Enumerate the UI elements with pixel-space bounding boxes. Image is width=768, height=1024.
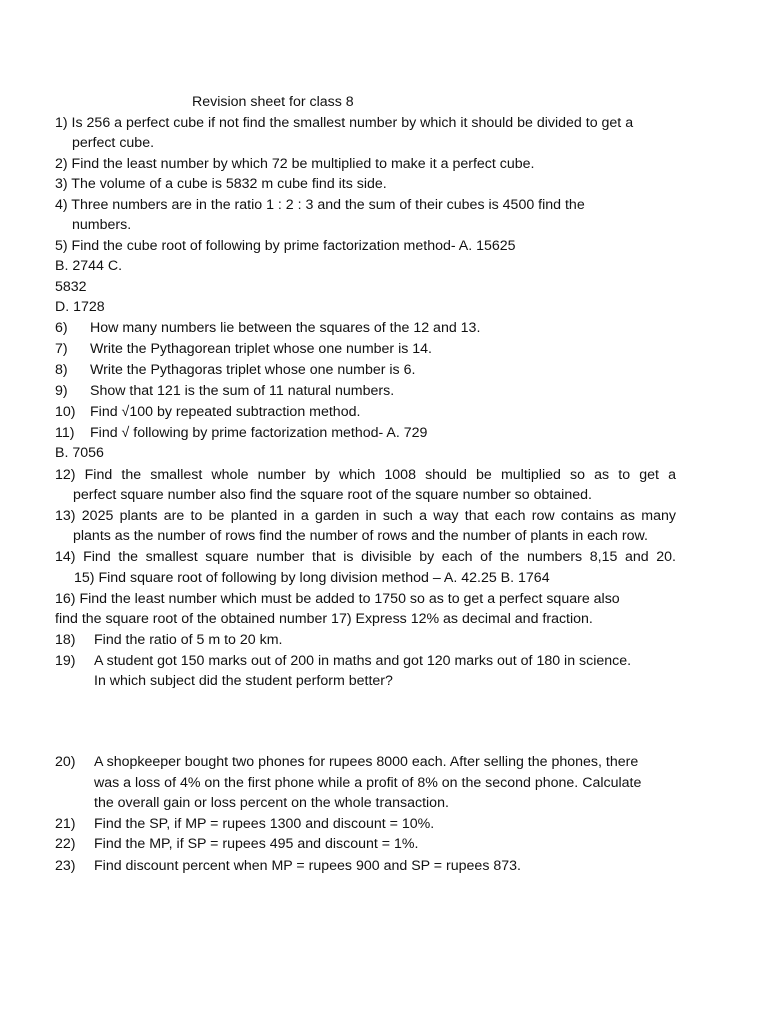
question-10-number: 10)	[55, 404, 76, 420]
question-4-line-2: numbers.	[72, 217, 132, 233]
question-6-number: 6)	[55, 320, 68, 336]
question-13-line-2: plants as the number of rows find the number of rows and the number of plants in each row.	[73, 528, 648, 544]
question-19-line-1: A student got 150 marks out of 200 in maths and got 120 marks out of 180 in science.	[94, 653, 632, 669]
question-19-line-2: In which subject did the student perform better?	[94, 673, 393, 689]
page-title: Revision sheet for class 8	[192, 94, 354, 110]
question-22: Find the MP, if SP = rupees 495 and discount = 1%.	[94, 836, 419, 852]
question-11-number: 11)	[55, 425, 75, 441]
question-20-line-2: was a loss of 4% on the first phone while a profit of 8% on the second phone. Calculate	[94, 775, 642, 791]
question-10: Find √100 by repeated subtraction method.	[90, 404, 361, 420]
question-14: 14) Find the smallest square number that is divisible by each of the numbers 8,15 and 20.	[55, 549, 676, 565]
question-9-number: 9)	[55, 383, 68, 399]
question-16-17-line-2: find the square root of the obtained number 17) Express 12% as decimal and fraction.	[55, 611, 593, 627]
question-1-line-1: 1) Is 256 a perfect cube if not find the smallest number by which it should be divided to get a	[55, 115, 634, 131]
question-2: 2) Find the least number by which 72 be multiplied to make it a perfect cube.	[55, 156, 535, 172]
question-5-line-3: 5832	[55, 279, 87, 295]
question-4-line-1: 4) Three numbers are in the ratio 1 : 2 : 3 and the sum of their cubes is 4500 find the	[55, 197, 585, 213]
question-13-line-1: 13) 2025 plants are to be planted in a garden in such a way that each row contains as many	[55, 508, 676, 524]
question-8-number: 8)	[55, 362, 68, 378]
question-20-number: 20)	[55, 754, 76, 770]
question-23: Find discount percent when MP = rupees 900 and SP = rupees 873.	[94, 858, 521, 874]
question-5-line-2: B. 2744 C.	[55, 258, 123, 274]
question-15: 15) Find square root of following by long division method – A. 42.25 B. 1764	[74, 570, 550, 586]
question-12-line-1: 12) Find the smallest whole number by which 1008 should be multiplied so as to get a	[55, 467, 676, 483]
question-20-line-3: the overall gain or loss percent on the whole transaction.	[94, 795, 449, 811]
question-5-line-4: D. 1728	[55, 299, 105, 315]
question-6: How many numbers lie between the squares of the 12 and 13.	[90, 320, 481, 336]
question-9: Show that 121 is the sum of 11 natural numbers.	[90, 383, 395, 399]
question-16-line-1: 16) Find the least number which must be added to 1750 so as to get a perfect square also	[55, 591, 620, 607]
question-11: Find √ following by prime factorization method- A. 729	[90, 425, 428, 441]
question-21: Find the SP, if MP = rupees 1300 and discount = 10%.	[94, 816, 435, 832]
question-22-number: 22)	[55, 836, 76, 852]
question-7: Write the Pythagorean triplet whose one number is 14.	[90, 341, 433, 357]
question-19-number: 19)	[55, 653, 76, 669]
question-20-line-1: A shopkeeper bought two phones for rupees 8000 each. After selling the phones, there	[94, 754, 639, 770]
question-21-number: 21)	[55, 816, 76, 832]
question-7-number: 7)	[55, 341, 68, 357]
question-18-number: 18)	[55, 632, 76, 648]
question-8: Write the Pythagoras triplet whose one number is 6.	[90, 362, 416, 378]
question-18: Find the ratio of 5 m to 20 km.	[94, 632, 283, 648]
question-23-number: 23)	[55, 858, 76, 874]
question-11-line-2: B. 7056	[55, 445, 104, 461]
question-12-line-2: perfect square number also find the square root of the square number so obtained.	[73, 487, 592, 503]
question-3: 3) The volume of a cube is 5832 m cube find its side.	[55, 176, 387, 192]
question-5-line-1: 5) Find the cube root of following by prime factorization method- A. 15625	[55, 238, 516, 254]
question-1-line-2: perfect cube.	[72, 135, 155, 151]
